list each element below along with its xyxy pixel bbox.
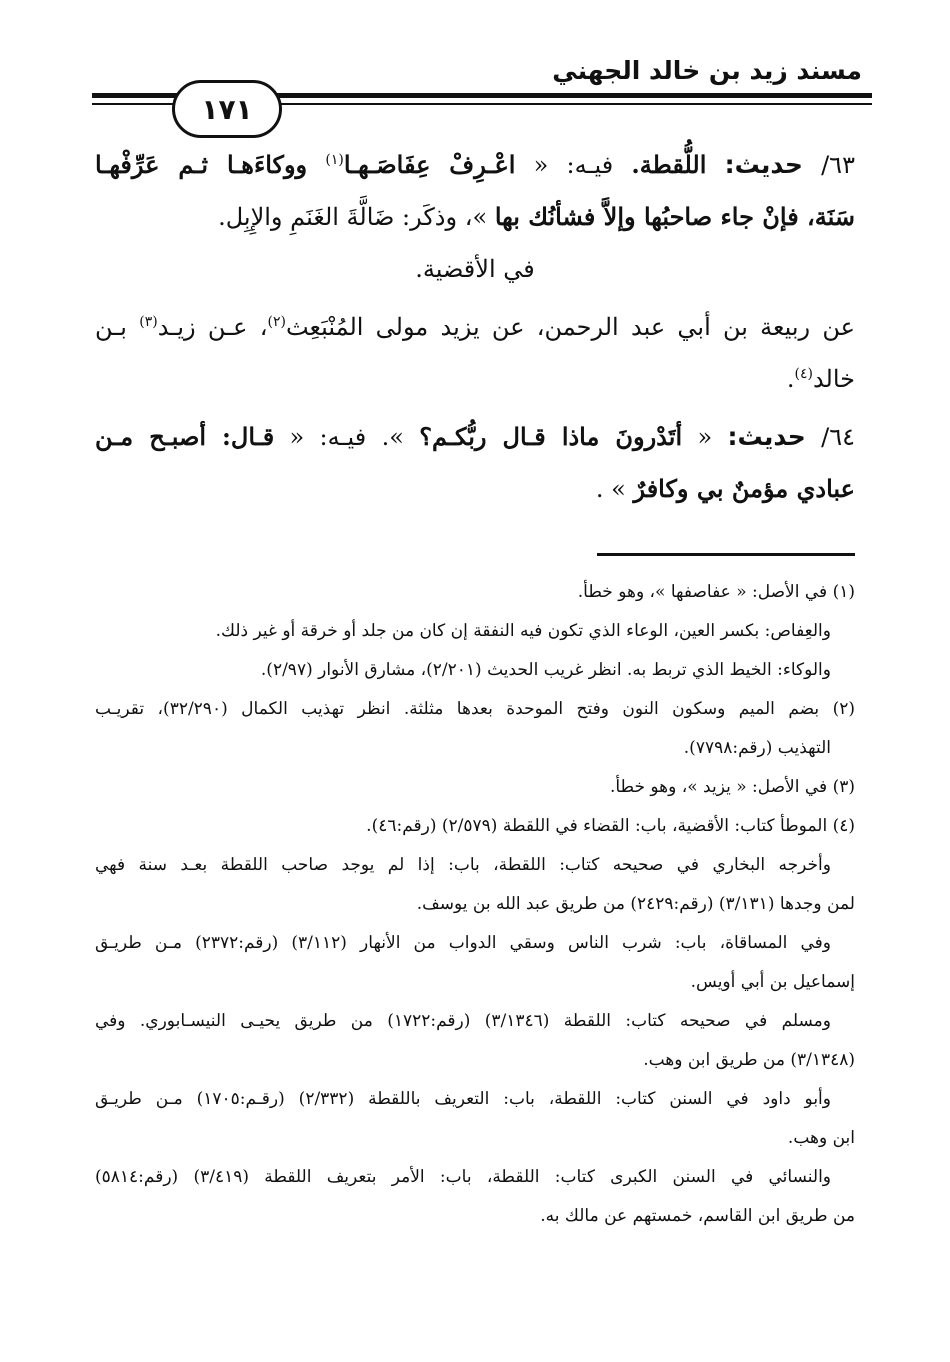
footnote-1-cont-1: والعِفاص: بكسر العين، الوعاء الذي تكون فيه النفقة إن كان من جلد أو خرقة أو غير ذلك. bbox=[215, 621, 831, 641]
isnad-text-3: بـن bbox=[95, 313, 127, 341]
footnote-ref-1: (١) bbox=[325, 152, 344, 168]
hadith-63-quote-1: اعْـرِفْ عِفَاصَـهـا bbox=[343, 150, 516, 179]
isnad-end: . bbox=[786, 365, 795, 393]
footnote-1-cont-2: والوكاء: الخيط الذي تربط به. انظر غريب الحديث (٢/٢٠١)، مشارق الأنوار (٢/٩٧). bbox=[260, 660, 831, 680]
hadith-63-number: ٦٣/ bbox=[821, 151, 855, 179]
footnote-4-nasai-cont: من طريق ابن القاسم، خمستهم عن مالك به. bbox=[540, 1206, 855, 1226]
hadith-64-line-2 bbox=[95, 472, 855, 506]
footnotes bbox=[95, 580, 855, 1228]
quote-mark: « bbox=[697, 423, 713, 451]
hadith-63-source: في الأقضية. bbox=[415, 255, 535, 283]
isnad-text-4: خالد bbox=[812, 365, 855, 393]
footnote-4-muslim: ومسلم في صحيحه كتاب: اللقطة (٣/١٣٤٦) (رقم:١٧٢٢) من طريق يحيـى النيسـابوري. وفي bbox=[95, 1011, 831, 1031]
hadith-64-number: ٦٤/ bbox=[821, 423, 855, 451]
page-number-badge bbox=[172, 80, 282, 138]
quote-mark: ». bbox=[381, 423, 404, 451]
hadith-63-label: حديث: bbox=[724, 150, 803, 179]
quote-mark: » . bbox=[595, 475, 626, 503]
main-text bbox=[95, 148, 855, 506]
footnote-3: (٣) في الأصل: « يزيد »، وهو خطأ. bbox=[609, 777, 855, 797]
hadith-63-fihi: فيـه: bbox=[566, 151, 614, 179]
quote-mark: « bbox=[289, 423, 305, 451]
footnote-1: (١) في الأصل: « عفاصفها »، وهو خطأ. bbox=[577, 582, 855, 602]
footnote-4-musaqat: وفي المساقاة، باب: شرب الناس وسقي الدواب من الأنهار (٣/١١٢) (رقم:٢٣٧٢) مـن طريـق bbox=[95, 933, 831, 953]
footnote-4-bukhari-cont: لمن وجدها (٣/١٣١) (رقم:٢٤٢٩) من طريق عبد الله بن يوسف. bbox=[416, 894, 855, 914]
footnote-4-musaqat-cont: إسماعيل بن أبي أويس. bbox=[690, 972, 855, 992]
hadith-63-title: اللُّقطة. bbox=[631, 150, 707, 179]
quote-mark: »، bbox=[464, 203, 488, 231]
hadith-64-fihi: فيـه: bbox=[319, 423, 367, 451]
footnote-4-nasai: والنسائي في السنن الكبرى كتاب: اللقطة، باب: الأمر بتعريف اللقطة (٣/٤١٩) (رقم:٥٨١٤) bbox=[95, 1167, 832, 1187]
hadith-63-tail: وذكَر: ضَالَّةَ الغَنَمِ والإِبِل. bbox=[218, 203, 458, 231]
footnote-ref-3: (٣) bbox=[139, 314, 158, 330]
hadith-64-quote-2: عبادي مؤمنٌ بي وكافرٌ bbox=[633, 474, 855, 503]
footnote-4-abudawud: وأبو داود في السنن كتاب: اللقطة، باب: التعريف باللقطة (٢/٣٣٢) (رقـم:١٧٠٥) مـن طريـق bbox=[95, 1089, 831, 1109]
footnote-4-muslim-cont: (٣/١٣٤٨) من طريق ابن وهب. bbox=[643, 1050, 855, 1070]
hadith-63-line-1 bbox=[95, 148, 855, 182]
hadith-63-line-2 bbox=[95, 200, 855, 234]
isnad-line-1 bbox=[95, 310, 855, 344]
footnote-4: (٤) الموطأ كتاب: الأقضية، باب: القضاء في اللقطة (٢/٥٧٩) (رقم:٤٦). bbox=[366, 816, 855, 836]
hadith-63-quote-3: سَنَة، فإنْ جاء صاحبُها وإلاَّ فشأنُك بها bbox=[494, 202, 855, 231]
footnote-ref-4: (٤) bbox=[794, 366, 813, 382]
footnote-2: (٢) بضم الميم وسكون النون وفتح الموحدة بعدها مثلثة. انظر تهذيب الكمال (٣٢/٢٩٠)، تقريـب bbox=[95, 699, 855, 719]
hadith-63-quote-2: ووكاءَهـا ثـم عَرِّفْهـا bbox=[95, 150, 308, 179]
hadith-64-title: أتَدْرونَ ماذا قـال ربُّكـم؟ bbox=[419, 422, 683, 451]
footnote-2-cont: التهذيب (رقم:٧٧٩٨). bbox=[683, 738, 831, 758]
page-header bbox=[92, 50, 872, 146]
hadith-64-line-1 bbox=[95, 420, 855, 454]
footnote-separator bbox=[597, 553, 855, 556]
page-number: ١٧١ bbox=[201, 92, 253, 126]
hadith-64-quote-1: قـال: أصبـح مـن bbox=[95, 422, 275, 451]
quote-mark: « bbox=[533, 151, 549, 179]
isnad-text-1: عن ربيعة بن أبي عبد الرحمن، عن يزيد مولى المُنْبَعِث bbox=[285, 313, 855, 341]
footnote-4-abudawud-cont: ابن وهب. bbox=[787, 1128, 855, 1148]
isnad-text-2: ، عـن زيـد bbox=[157, 313, 268, 341]
hadith-64-label: حديث: bbox=[727, 422, 806, 451]
footnote-4-bukhari: وأخرجه البخاري في صحيحه كتاب: اللقطة، باب: إذا لم يوجد صاحب اللقطة بعـد سنة فهي bbox=[95, 855, 831, 875]
footnote-ref-2: (٢) bbox=[267, 314, 286, 330]
running-title: مسند زيد بن خالد الجهني bbox=[552, 56, 862, 85]
isnad-line-2 bbox=[95, 362, 855, 396]
